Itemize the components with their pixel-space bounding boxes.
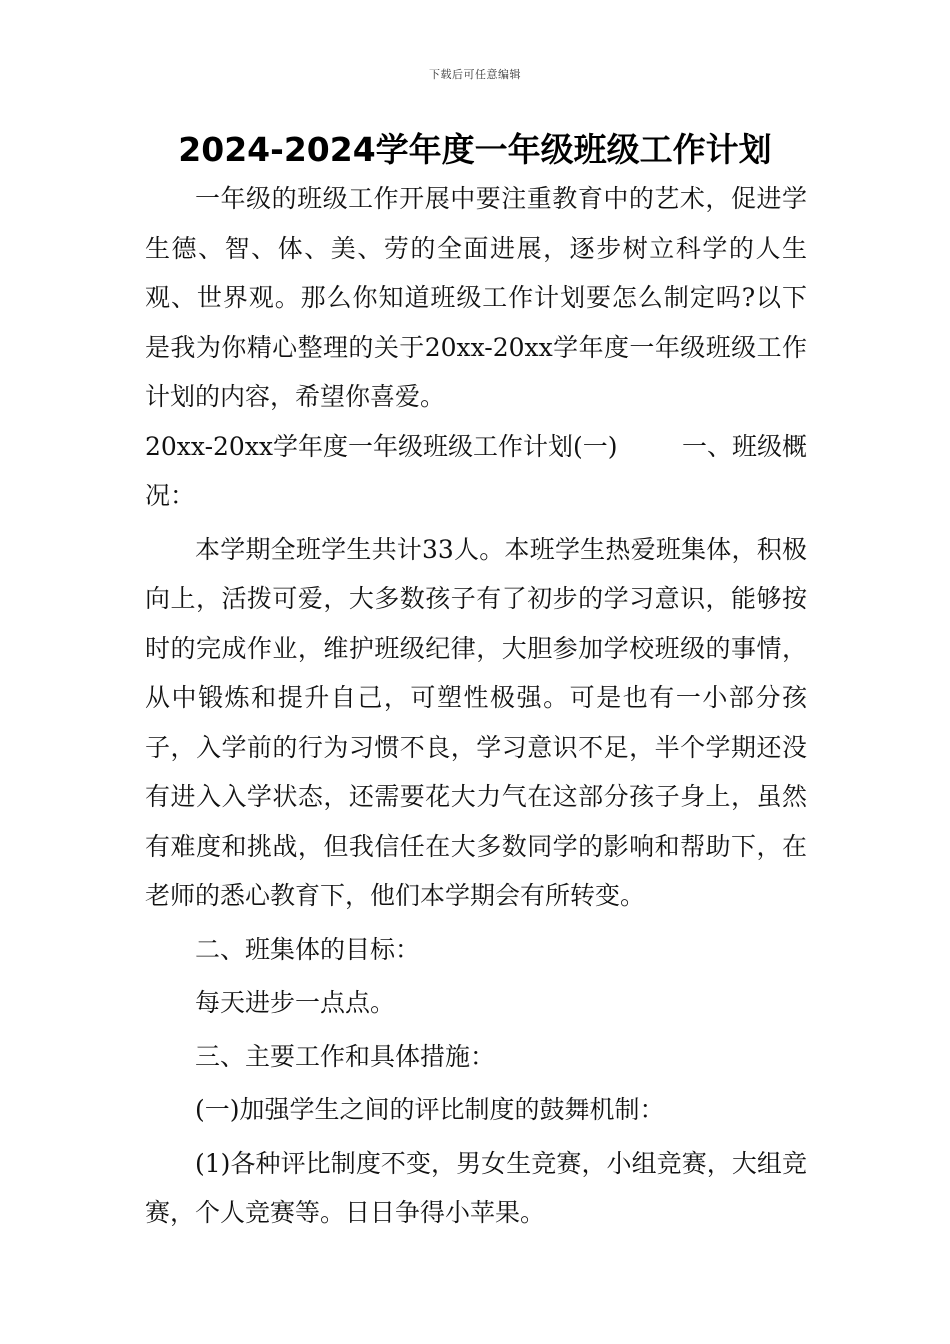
plan-heading: 20xx-20xx学年度一年级班级工作计划(一) — [145, 431, 618, 461]
document-body — [145, 174, 807, 1238]
section2-heading: 二、班集体的目标： — [195, 934, 421, 964]
plan-heading-line — [145, 422, 807, 472]
intro-paragraph: 一年级的班级工作开展中要注重教育中的艺术，促进学生德、智、体、美、劳的全面进展，逐步树立科学的人生观、世界观。那么你知道班级工作计划要怎么制定吗?以下是我为你精心整理的关于20xx-20xx学年度一年级班级工作计划的内容，希望你喜爱。 — [145, 184, 807, 411]
section1-heading-end: 况： — [145, 481, 196, 510]
section3-heading: 三、主要工作和具体措施： — [195, 1041, 496, 1071]
section1-paragraph: 本学期全班学生共计33人。本班学生热爱班集体，积极向上，活拨可爱，大多数孩子有了初步的学习意识，能够按时的完成作业，维护班级纪律，大胆参加学校班级的事情，从中锻炼和提升自己，可塑性极强。可是也有一小部分孩子，入学前的行为习惯不良，学习意识不足，半个学期还没有进入入学状态，还需要花大力气在这部分孩子身上，虽然有难度和挑战，但我信任在大多数同学的影响和帮助下，在老师的悉心教育下，他们本学期会有所转变。 — [145, 534, 807, 910]
section1-heading-start: 一、班级概 — [681, 431, 807, 461]
item1-paragraph: (1)各种评比制度不变，男女生竞赛，小组竞赛，大组竞赛，个人竞赛等。日日争得小苹果。 — [145, 1148, 807, 1227]
header-note: 下载后可任意编辑 — [429, 68, 521, 81]
subsection1-heading: (一)加强学生之间的评比制度的鼓舞机制： — [195, 1095, 665, 1124]
plan-heading-row — [145, 422, 807, 472]
document-title: 2024-2024学年度一年级班级工作计划 — [178, 130, 772, 169]
section2-paragraph: 每天进步一点点。 — [195, 988, 396, 1017]
